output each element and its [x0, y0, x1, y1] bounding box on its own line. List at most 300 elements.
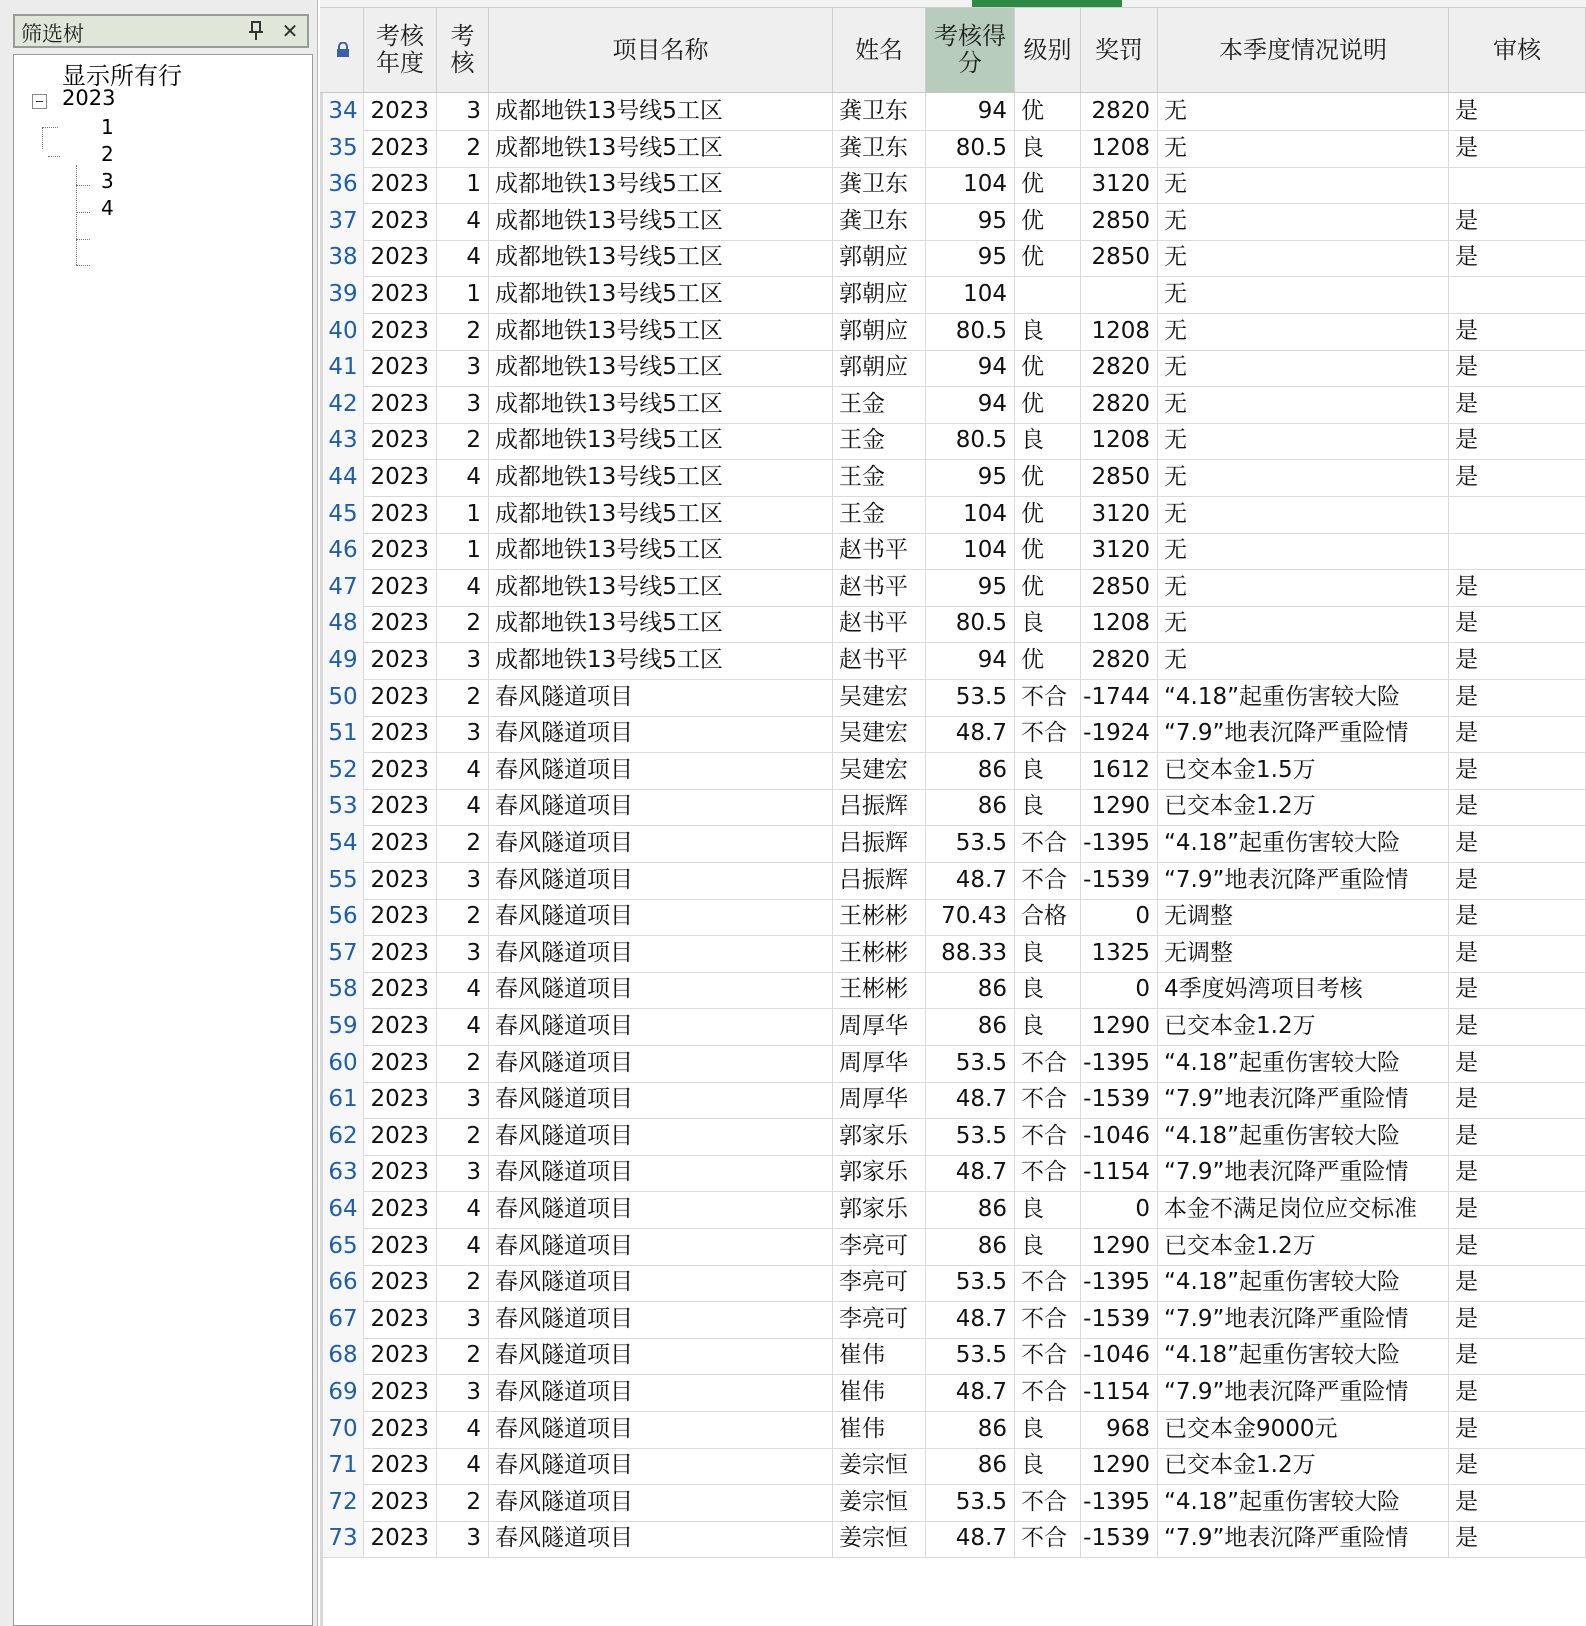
cell-note[interactable]: 无	[1158, 166, 1449, 204]
cell-note[interactable]: “7.9”地表沉降严重险情	[1158, 1374, 1449, 1412]
cell-rownum[interactable]: 44	[323, 459, 364, 497]
column-header-quarter[interactable]	[437, 8, 489, 92]
cell-note[interactable]: “7.9”地表沉降严重险情	[1158, 1154, 1449, 1192]
cell-project[interactable]: 春风隧道项目	[489, 1447, 833, 1485]
cell-score[interactable]: 53.5	[926, 679, 1015, 717]
cell-year[interactable]: 2023	[364, 239, 437, 277]
cell-quarter[interactable]: 2	[437, 605, 489, 643]
cell-rownum[interactable]: 40	[323, 313, 364, 351]
cell-score[interactable]: 70.43	[926, 898, 1015, 936]
cell-year[interactable]: 2023	[364, 166, 437, 204]
cell-audit[interactable]: 是	[1449, 459, 1586, 497]
cell-audit[interactable]: 是	[1449, 203, 1586, 241]
cell-rownum[interactable]: 38	[323, 239, 364, 277]
cell-note[interactable]: 无	[1158, 349, 1449, 387]
cell-score[interactable]: 94	[926, 349, 1015, 387]
cell-score[interactable]: 86	[926, 971, 1015, 1009]
table-row[interactable]	[320, 715, 1586, 753]
cell-bonus[interactable]: 1208	[1081, 313, 1158, 351]
cell-grade[interactable]: 良	[1015, 1191, 1081, 1229]
cell-score[interactable]: 48.7	[926, 1301, 1015, 1339]
table-row[interactable]	[320, 496, 1586, 534]
table-row[interactable]	[320, 971, 1586, 1009]
cell-audit[interactable]: 是	[1449, 1081, 1586, 1119]
cell-name[interactable]: 周厚华	[833, 1081, 926, 1119]
table-row[interactable]	[320, 1081, 1586, 1119]
table-row[interactable]	[320, 313, 1586, 351]
cell-bonus[interactable]	[1081, 276, 1158, 314]
cell-bonus[interactable]: -1539	[1081, 862, 1158, 900]
table-row[interactable]	[320, 752, 1586, 790]
table-row[interactable]	[320, 203, 1586, 241]
table-row[interactable]	[320, 93, 1586, 131]
cell-bonus[interactable]: 3120	[1081, 532, 1158, 570]
cell-audit[interactable]: 是	[1449, 1191, 1586, 1229]
cell-rownum[interactable]: 70	[323, 1411, 364, 1449]
cell-score[interactable]: 53.5	[926, 1484, 1015, 1522]
cell-note[interactable]: 已交本金1.2万	[1158, 1447, 1449, 1485]
cell-bonus[interactable]: -1744	[1081, 679, 1158, 717]
cell-score[interactable]: 94	[926, 386, 1015, 424]
cell-rownum[interactable]: 62	[323, 1118, 364, 1156]
cell-audit[interactable]	[1449, 496, 1586, 534]
cell-score[interactable]: 48.7	[926, 715, 1015, 753]
cell-year[interactable]: 2023	[364, 1045, 437, 1083]
cell-bonus[interactable]: 0	[1081, 971, 1158, 1009]
cell-project[interactable]: 春风隧道项目	[489, 1191, 833, 1229]
cell-quarter[interactable]: 3	[437, 1154, 489, 1192]
cell-note[interactable]: “4.18”起重伤害较大险	[1158, 679, 1449, 717]
cell-year[interactable]: 2023	[364, 935, 437, 973]
cell-audit[interactable]: 是	[1449, 679, 1586, 717]
cell-project[interactable]: 成都地铁13号线5工区	[489, 203, 833, 241]
cell-year[interactable]: 2023	[364, 679, 437, 717]
cell-name[interactable]: 周厚华	[833, 1008, 926, 1046]
cell-score[interactable]: 86	[926, 1191, 1015, 1229]
cell-project[interactable]: 成都地铁13号线5工区	[489, 239, 833, 277]
cell-project[interactable]: 成都地铁13号线5工区	[489, 130, 833, 168]
cell-year[interactable]: 2023	[364, 1008, 437, 1046]
cell-project[interactable]: 春风隧道项目	[489, 971, 833, 1009]
cell-quarter[interactable]: 4	[437, 459, 489, 497]
cell-score[interactable]: 86	[926, 1411, 1015, 1449]
cell-project[interactable]: 成都地铁13号线5工区	[489, 642, 833, 680]
cell-quarter[interactable]: 2	[437, 898, 489, 936]
cell-rownum[interactable]: 56	[323, 898, 364, 936]
cell-audit[interactable]: 是	[1449, 935, 1586, 973]
cell-quarter[interactable]: 4	[437, 752, 489, 790]
cell-name[interactable]: 王金	[833, 386, 926, 424]
cell-quarter[interactable]: 2	[437, 422, 489, 460]
cell-score[interactable]: 104	[926, 532, 1015, 570]
cell-score[interactable]: 53.5	[926, 1045, 1015, 1083]
cell-project[interactable]: 春风隧道项目	[489, 935, 833, 973]
cell-bonus[interactable]: 3120	[1081, 166, 1158, 204]
cell-note[interactable]: 无	[1158, 422, 1449, 460]
cell-rownum[interactable]: 52	[323, 752, 364, 790]
cell-bonus[interactable]: -1154	[1081, 1374, 1158, 1412]
cell-project[interactable]: 成都地铁13号线5工区	[489, 496, 833, 534]
cell-grade[interactable]: 不合	[1015, 1301, 1081, 1339]
table-row[interactable]	[320, 1301, 1586, 1339]
cell-note[interactable]: “7.9”地表沉降严重险情	[1158, 862, 1449, 900]
cell-score[interactable]: 53.5	[926, 825, 1015, 863]
cell-rownum[interactable]: 61	[323, 1081, 364, 1119]
cell-year[interactable]: 2023	[364, 1228, 437, 1266]
cell-note[interactable]: 已交本金1.5万	[1158, 752, 1449, 790]
cell-quarter[interactable]: 4	[437, 788, 489, 826]
cell-project[interactable]: 春风隧道项目	[489, 679, 833, 717]
tree-item-quarter-1[interactable]: 1	[101, 115, 114, 139]
cell-quarter[interactable]: 4	[437, 971, 489, 1009]
table-row[interactable]	[320, 1228, 1586, 1266]
cell-bonus[interactable]: 2820	[1081, 386, 1158, 424]
cell-bonus[interactable]: -1539	[1081, 1081, 1158, 1119]
column-header-audit[interactable]	[1449, 8, 1586, 92]
cell-name[interactable]: 吴建宏	[833, 715, 926, 753]
cell-quarter[interactable]: 3	[437, 862, 489, 900]
cell-name[interactable]: 王金	[833, 422, 926, 460]
cell-grade[interactable]: 不合	[1015, 1374, 1081, 1412]
cell-grade[interactable]: 不合	[1015, 715, 1081, 753]
cell-note[interactable]: 本金不满足岗位应交标准	[1158, 1191, 1449, 1229]
tree-item-year[interactable]: 2023	[62, 86, 116, 110]
cell-year[interactable]: 2023	[364, 130, 437, 168]
cell-name[interactable]: 吕振辉	[833, 825, 926, 863]
table-row[interactable]	[320, 1484, 1586, 1522]
cell-project[interactable]: 成都地铁13号线5工区	[489, 313, 833, 351]
cell-project[interactable]: 成都地铁13号线5工区	[489, 349, 833, 387]
cell-audit[interactable]: 是	[1449, 130, 1586, 168]
cell-score[interactable]: 53.5	[926, 1264, 1015, 1302]
cell-bonus[interactable]: 2820	[1081, 349, 1158, 387]
cell-note[interactable]: 已交本金1.2万	[1158, 1228, 1449, 1266]
cell-rownum[interactable]: 55	[323, 862, 364, 900]
table-row[interactable]	[320, 459, 1586, 497]
cell-audit[interactable]: 是	[1449, 1045, 1586, 1083]
cell-project[interactable]: 春风隧道项目	[489, 1154, 833, 1192]
table-row[interactable]	[320, 1045, 1586, 1083]
cell-audit[interactable]: 是	[1449, 1118, 1586, 1156]
table-row[interactable]	[320, 1008, 1586, 1046]
tree-item-quarter-3[interactable]: 3	[101, 169, 114, 193]
cell-name[interactable]: 龚卫东	[833, 93, 926, 131]
table-row[interactable]	[320, 349, 1586, 387]
cell-grade[interactable]: 优	[1015, 166, 1081, 204]
cell-grade[interactable]: 优	[1015, 496, 1081, 534]
table-row[interactable]	[320, 130, 1586, 168]
cell-year[interactable]: 2023	[364, 1191, 437, 1229]
cell-bonus[interactable]: 1612	[1081, 752, 1158, 790]
cell-grade[interactable]: 良	[1015, 1228, 1081, 1266]
cell-name[interactable]: 吕振辉	[833, 788, 926, 826]
cell-score[interactable]: 53.5	[926, 1337, 1015, 1375]
cell-rownum[interactable]: 41	[323, 349, 364, 387]
cell-note[interactable]: “7.9”地表沉降严重险情	[1158, 1081, 1449, 1119]
cell-score[interactable]: 104	[926, 496, 1015, 534]
cell-bonus[interactable]: 1290	[1081, 788, 1158, 826]
cell-bonus[interactable]: -1046	[1081, 1118, 1158, 1156]
cell-project[interactable]: 成都地铁13号线5工区	[489, 166, 833, 204]
cell-quarter[interactable]: 2	[437, 1264, 489, 1302]
cell-year[interactable]: 2023	[364, 532, 437, 570]
cell-year[interactable]: 2023	[364, 605, 437, 643]
cell-grade[interactable]: 良	[1015, 935, 1081, 973]
cell-grade[interactable]: 良	[1015, 422, 1081, 460]
cell-year[interactable]: 2023	[364, 203, 437, 241]
cell-grade[interactable]: 良	[1015, 130, 1081, 168]
cell-rownum[interactable]: 45	[323, 496, 364, 534]
table-row[interactable]	[320, 569, 1586, 607]
cell-grade[interactable]: 优	[1015, 349, 1081, 387]
cell-audit[interactable]: 是	[1449, 422, 1586, 460]
cell-note[interactable]: “4.18”起重伤害较大险	[1158, 825, 1449, 863]
cell-bonus[interactable]: 0	[1081, 1191, 1158, 1229]
cell-grade[interactable]: 合格	[1015, 898, 1081, 936]
column-header-year[interactable]	[364, 8, 437, 92]
cell-note[interactable]: “4.18”起重伤害较大险	[1158, 1484, 1449, 1522]
cell-year[interactable]: 2023	[364, 569, 437, 607]
cell-audit[interactable]: 是	[1449, 1447, 1586, 1485]
cell-year[interactable]: 2023	[364, 825, 437, 863]
cell-score[interactable]: 80.5	[926, 422, 1015, 460]
cell-year[interactable]: 2023	[364, 1337, 437, 1375]
cell-quarter[interactable]: 3	[437, 386, 489, 424]
cell-name[interactable]: 郭朝应	[833, 276, 926, 314]
cell-project[interactable]: 春风隧道项目	[489, 1301, 833, 1339]
cell-note[interactable]: 无	[1158, 459, 1449, 497]
cell-score[interactable]: 86	[926, 1447, 1015, 1485]
cell-rownum[interactable]: 46	[323, 532, 364, 570]
cell-score[interactable]: 95	[926, 203, 1015, 241]
cell-audit[interactable]: 是	[1449, 788, 1586, 826]
cell-name[interactable]: 郭朝应	[833, 239, 926, 277]
cell-note[interactable]: 无	[1158, 642, 1449, 680]
cell-note[interactable]: 无调整	[1158, 935, 1449, 973]
cell-note[interactable]: “4.18”起重伤害较大险	[1158, 1337, 1449, 1375]
cell-score[interactable]: 86	[926, 1228, 1015, 1266]
cell-score[interactable]: 48.7	[926, 1374, 1015, 1412]
cell-score[interactable]: 80.5	[926, 313, 1015, 351]
cell-name[interactable]: 周厚华	[833, 1045, 926, 1083]
table-row[interactable]	[320, 1118, 1586, 1156]
cell-quarter[interactable]: 4	[437, 1228, 489, 1266]
cell-score[interactable]: 95	[926, 239, 1015, 277]
cell-bonus[interactable]: 2850	[1081, 459, 1158, 497]
cell-audit[interactable]: 是	[1449, 386, 1586, 424]
cell-audit[interactable]: 是	[1449, 239, 1586, 277]
cell-grade[interactable]: 优	[1015, 532, 1081, 570]
cell-quarter[interactable]: 2	[437, 1484, 489, 1522]
cell-grade[interactable]: 良	[1015, 1008, 1081, 1046]
cell-name[interactable]: 王金	[833, 459, 926, 497]
cell-quarter[interactable]: 4	[437, 1191, 489, 1229]
cell-name[interactable]: 赵书平	[833, 642, 926, 680]
cell-quarter[interactable]: 3	[437, 1520, 489, 1558]
cell-quarter[interactable]: 2	[437, 313, 489, 351]
cell-year[interactable]: 2023	[364, 1411, 437, 1449]
cell-score[interactable]: 86	[926, 1008, 1015, 1046]
cell-note[interactable]: 无	[1158, 386, 1449, 424]
cell-project[interactable]: 春风隧道项目	[489, 1484, 833, 1522]
cell-name[interactable]: 崔伟	[833, 1374, 926, 1412]
cell-bonus[interactable]: 968	[1081, 1411, 1158, 1449]
cell-score[interactable]: 48.7	[926, 862, 1015, 900]
cell-quarter[interactable]: 4	[437, 1447, 489, 1485]
cell-project[interactable]: 成都地铁13号线5工区	[489, 532, 833, 570]
cell-grade[interactable]	[1015, 276, 1081, 314]
cell-project[interactable]: 成都地铁13号线5工区	[489, 386, 833, 424]
cell-rownum[interactable]: 58	[323, 971, 364, 1009]
cell-note[interactable]: 已交本金1.2万	[1158, 788, 1449, 826]
cell-grade[interactable]: 优	[1015, 386, 1081, 424]
column-header-score[interactable]	[926, 8, 1015, 92]
cell-rownum[interactable]: 42	[323, 386, 364, 424]
cell-name[interactable]: 姜宗恒	[833, 1484, 926, 1522]
cell-note[interactable]: 无	[1158, 313, 1449, 351]
cell-quarter[interactable]: 1	[437, 276, 489, 314]
cell-bonus[interactable]: 2850	[1081, 239, 1158, 277]
cell-score[interactable]: 95	[926, 569, 1015, 607]
cell-audit[interactable]: 是	[1449, 1228, 1586, 1266]
cell-year[interactable]: 2023	[364, 715, 437, 753]
cell-rownum[interactable]: 49	[323, 642, 364, 680]
cell-grade[interactable]: 良	[1015, 1447, 1081, 1485]
cell-score[interactable]: 94	[926, 93, 1015, 131]
cell-rownum[interactable]: 57	[323, 935, 364, 973]
cell-year[interactable]: 2023	[364, 313, 437, 351]
cell-name[interactable]: 崔伟	[833, 1337, 926, 1375]
cell-quarter[interactable]: 3	[437, 1081, 489, 1119]
cell-rownum[interactable]: 34	[323, 93, 364, 131]
cell-grade[interactable]: 优	[1015, 459, 1081, 497]
cell-bonus[interactable]: 1290	[1081, 1228, 1158, 1266]
cell-year[interactable]: 2023	[364, 1520, 437, 1558]
cell-quarter[interactable]: 3	[437, 93, 489, 131]
cell-project[interactable]: 成都地铁13号线5工区	[489, 276, 833, 314]
cell-rownum[interactable]: 50	[323, 679, 364, 717]
cell-audit[interactable]	[1449, 276, 1586, 314]
cell-note[interactable]: “7.9”地表沉降严重险情	[1158, 1301, 1449, 1339]
cell-rownum[interactable]: 71	[323, 1447, 364, 1485]
cell-rownum[interactable]: 39	[323, 276, 364, 314]
column-header-rownum[interactable]	[323, 8, 364, 92]
cell-bonus[interactable]: -1539	[1081, 1301, 1158, 1339]
cell-grade[interactable]: 优	[1015, 93, 1081, 131]
cell-rownum[interactable]: 66	[323, 1264, 364, 1302]
cell-audit[interactable]: 是	[1449, 1301, 1586, 1339]
cell-rownum[interactable]: 48	[323, 605, 364, 643]
table-row[interactable]	[320, 1154, 1586, 1192]
cell-quarter[interactable]: 1	[437, 532, 489, 570]
pin-icon[interactable]	[243, 17, 269, 45]
cell-bonus[interactable]: 0	[1081, 898, 1158, 936]
table-row[interactable]	[320, 1337, 1586, 1375]
cell-score[interactable]: 86	[926, 752, 1015, 790]
cell-score[interactable]: 86	[926, 788, 1015, 826]
table-row[interactable]	[320, 1191, 1586, 1229]
cell-note[interactable]: 无	[1158, 203, 1449, 241]
cell-name[interactable]: 龚卫东	[833, 130, 926, 168]
cell-project[interactable]: 春风隧道项目	[489, 1264, 833, 1302]
table-row[interactable]	[320, 532, 1586, 570]
cell-rownum[interactable]: 72	[323, 1484, 364, 1522]
cell-bonus[interactable]: 3120	[1081, 496, 1158, 534]
cell-note[interactable]: 已交本金1.2万	[1158, 1008, 1449, 1046]
cell-rownum[interactable]: 69	[323, 1374, 364, 1412]
cell-year[interactable]: 2023	[364, 898, 437, 936]
cell-grade[interactable]: 优	[1015, 239, 1081, 277]
cell-rownum[interactable]: 47	[323, 569, 364, 607]
cell-grade[interactable]: 不合	[1015, 1484, 1081, 1522]
table-row[interactable]	[320, 862, 1586, 900]
cell-name[interactable]: 李亮可	[833, 1301, 926, 1339]
cell-bonus[interactable]: 1325	[1081, 935, 1158, 973]
cell-year[interactable]: 2023	[364, 349, 437, 387]
cell-name[interactable]: 郭家乐	[833, 1154, 926, 1192]
cell-grade[interactable]: 优	[1015, 642, 1081, 680]
cell-note[interactable]: “4.18”起重伤害较大险	[1158, 1118, 1449, 1156]
cell-audit[interactable]: 是	[1449, 898, 1586, 936]
cell-note[interactable]: “7.9”地表沉降严重险情	[1158, 1520, 1449, 1558]
cell-note[interactable]: “4.18”起重伤害较大险	[1158, 1264, 1449, 1302]
cell-audit[interactable]: 是	[1449, 313, 1586, 351]
column-header-bonus[interactable]	[1081, 8, 1158, 92]
cell-quarter[interactable]: 3	[437, 349, 489, 387]
cell-name[interactable]: 龚卫东	[833, 166, 926, 204]
cell-rownum[interactable]: 64	[323, 1191, 364, 1229]
cell-year[interactable]: 2023	[364, 1484, 437, 1522]
cell-name[interactable]: 王金	[833, 496, 926, 534]
cell-bonus[interactable]: 1290	[1081, 1008, 1158, 1046]
cell-name[interactable]: 李亮可	[833, 1264, 926, 1302]
cell-audit[interactable]: 是	[1449, 93, 1586, 131]
close-icon[interactable]: ✕	[281, 19, 299, 43]
cell-project[interactable]: 春风隧道项目	[489, 862, 833, 900]
cell-audit[interactable]: 是	[1449, 642, 1586, 680]
cell-note[interactable]: 无	[1158, 532, 1449, 570]
cell-year[interactable]: 2023	[364, 1301, 437, 1339]
cell-name[interactable]: 姜宗恒	[833, 1447, 926, 1485]
table-row[interactable]	[320, 422, 1586, 460]
column-header-name[interactable]	[833, 8, 926, 92]
cell-grade[interactable]: 不合	[1015, 1264, 1081, 1302]
table-row[interactable]	[320, 1411, 1586, 1449]
table-row[interactable]	[320, 642, 1586, 680]
column-header-grade[interactable]	[1015, 8, 1081, 92]
cell-audit[interactable]: 是	[1449, 1411, 1586, 1449]
cell-rownum[interactable]: 37	[323, 203, 364, 241]
table-row[interactable]	[320, 166, 1586, 204]
cell-audit[interactable]: 是	[1449, 862, 1586, 900]
cell-note[interactable]: 无	[1158, 93, 1449, 131]
cell-project[interactable]: 春风隧道项目	[489, 1081, 833, 1119]
table-row[interactable]	[320, 1374, 1586, 1412]
cell-year[interactable]: 2023	[364, 496, 437, 534]
cell-audit[interactable]: 是	[1449, 1154, 1586, 1192]
cell-score[interactable]: 104	[926, 276, 1015, 314]
cell-rownum[interactable]: 36	[323, 166, 364, 204]
cell-grade[interactable]: 不合	[1015, 862, 1081, 900]
cell-project[interactable]: 春风隧道项目	[489, 1374, 833, 1412]
cell-audit[interactable]	[1449, 532, 1586, 570]
cell-score[interactable]: 88.33	[926, 935, 1015, 973]
cell-grade[interactable]: 不合	[1015, 679, 1081, 717]
cell-note[interactable]: “7.9”地表沉降严重险情	[1158, 715, 1449, 753]
cell-name[interactable]: 赵书平	[833, 569, 926, 607]
cell-quarter[interactable]: 1	[437, 496, 489, 534]
cell-year[interactable]: 2023	[364, 93, 437, 131]
